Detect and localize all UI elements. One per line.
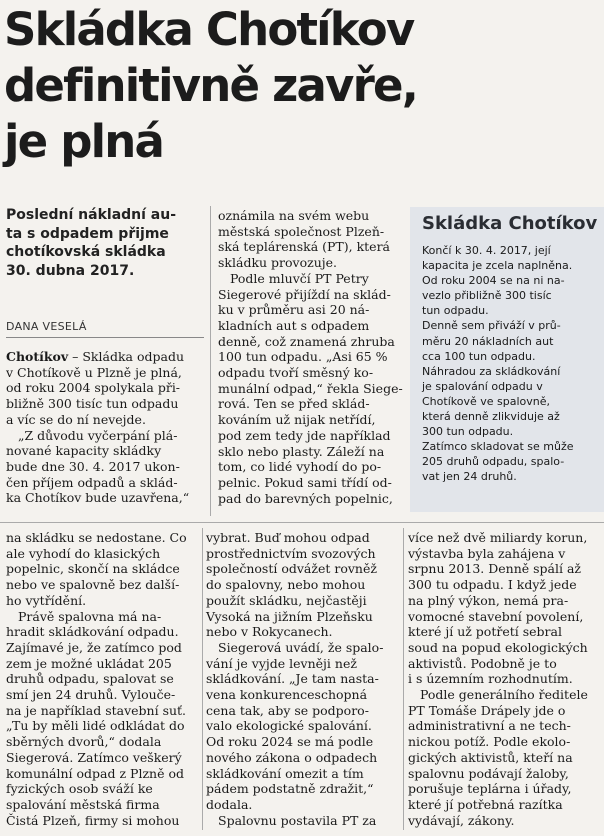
body-line: čen příjem odpadů a sklád- (6, 474, 178, 490)
body-text: – Skládka odpadu (68, 349, 184, 364)
body-line: PT Tomáše Drápely jde o (408, 702, 566, 718)
body-line: nickou potíž. Podle ekolo- (408, 734, 571, 750)
body-line: Siegerová. Zatímco veškerý (6, 749, 182, 765)
body-column-4 (206, 530, 400, 828)
body-line: které jí potřebná razítka (408, 796, 563, 812)
body-line: zem je možné ukládat 205 (6, 655, 172, 671)
body-line: dodala. (206, 796, 253, 812)
body-line: na skládku se nedostane. Co (6, 530, 187, 545)
lead-line: ta s odpadem přijme (6, 225, 169, 242)
sidebar-line: tun odpadu. (422, 304, 489, 318)
body-line: které jí už potřetí sebral (408, 624, 562, 640)
body-line: Od roku 2024 se má podle (206, 734, 374, 750)
sidebar-line: cca 100 tun odpadu. (422, 349, 536, 363)
body-line: nované kapacity skládky (6, 443, 162, 459)
body-line: Čistá Plzeň, firmy si mohou (6, 812, 180, 828)
body-line: i s územním rozhodnutím. (408, 671, 573, 687)
sidebar-line: 205 druhů odpadu, spalo- (422, 455, 565, 469)
headline-line: definitivně zavře, (4, 59, 417, 112)
body-line: Právě spalovna má na- (18, 608, 162, 624)
body-line: více než dvě miliardy korun, (408, 530, 588, 545)
body-line: pádem podstatně zdražit,“ (206, 781, 374, 797)
info-sidebar (410, 207, 604, 512)
sidebar-line: měru 20 nákladních aut (422, 334, 554, 348)
body-line: druhů odpadu, spalovat se (6, 671, 174, 687)
body-line: „Tu by měli lidé odkládat do (6, 718, 185, 734)
body-line: denně, což znamená zhruba (218, 333, 395, 349)
sidebar-body (422, 243, 600, 485)
body-line: odpadu tvoří směsný ko- (218, 365, 374, 381)
body-line: nového zákona o odpadech (206, 749, 378, 765)
body-line: hradit skládkování odpadu. (6, 624, 179, 640)
body-line: od roku 2004 spolykala při- (6, 380, 181, 396)
sidebar-line: 300 tun odpadu. (422, 425, 514, 439)
body-line: valo ekologické spalování. (206, 718, 372, 734)
headline-line: Skládka Chotíkov (4, 3, 414, 56)
body-line: aktivistů. Podobně je to (408, 655, 557, 671)
sidebar-line: kapacita je zcela naplněna. (422, 259, 573, 273)
sidebar-line: Náhradou za skládkování (422, 364, 561, 378)
body-line: porušuje teplárna i úřady, (408, 781, 572, 797)
body-line: a víc se do ní nevejde. (6, 411, 146, 427)
sidebar-line: je spalování odpadu v (422, 379, 543, 393)
body-column-2 (218, 208, 408, 506)
dateline: Chotíkov (6, 349, 69, 364)
byline-divider (6, 337, 204, 338)
body-line: kováním už nijak netřídí, (218, 412, 376, 428)
author-byline: DANA VESELÁ (6, 320, 87, 333)
body-line: popelnic, skončí na skládce (6, 561, 180, 577)
sidebar-line: Denně sem přiváží v prů- (422, 319, 561, 333)
body-line: smí jen 24 druhů. Vylouče- (6, 687, 176, 703)
body-line: vydávají, zákony. (408, 812, 515, 828)
body-line: sběrných dvorů,“ dodala (6, 734, 162, 750)
sidebar-line: která denně zlikviduje až (422, 410, 560, 424)
body-line: skládku provozuje. (218, 255, 338, 271)
body-line: pelnic. Pokud sami třídí od- (218, 474, 392, 490)
body-line: sklo nebo plasty. Záleží na (218, 443, 385, 459)
body-line: ku v průměru asi 20 ná- (218, 302, 370, 318)
body-line: na je například stavební suť. (6, 702, 187, 718)
body-line: Siegerová uvádí, že spalo- (218, 639, 384, 655)
body-line: na plný výkon, nemá pra- (408, 592, 569, 608)
body-line: společností odvážet rovněž (206, 561, 377, 577)
body-line: „Z důvodu vyčerpání plá- (18, 427, 178, 443)
body-line: skládkování. „Je tam nasta- (206, 671, 379, 687)
body-line: Spalovnu postavila PT za (218, 812, 377, 828)
body-line: 100 tun odpadu. „Asi 65 % (218, 349, 388, 365)
body-column-3 (6, 530, 200, 828)
body-line: tom, co lidé vyhodí do po- (218, 459, 382, 475)
lead-line: 30. dubna 2017. (6, 262, 135, 279)
body-line: administrativní a ne tech- (408, 718, 571, 734)
body-line: ale vyhodí do klasických (6, 545, 161, 561)
sidebar-line: Končí k 30. 4. 2017, její (422, 244, 551, 257)
body-column-1 (6, 349, 206, 506)
body-line: rová. Ten se před sklád- (218, 396, 370, 412)
body-line: vena konkurenceschopná (206, 687, 368, 703)
body-line: 300 tu odpadu. I když jede (408, 577, 577, 593)
section-divider (0, 522, 604, 523)
body-line: nebo ve spalovně bez další- (6, 577, 180, 593)
body-line: ka Chotíkov bude uzavřena,“ (6, 490, 190, 506)
body-line: vání je vyjde levněji než (206, 655, 357, 671)
sidebar-line: Chotíkově ve spalovně, (422, 394, 550, 408)
column-divider (210, 206, 211, 516)
body-line: nebo v Rokycanech. (206, 624, 333, 640)
body-line: prostřednictvím svozových (206, 545, 376, 561)
body-line: munální odpad,“ řekla Siege- (218, 380, 403, 396)
body-line: ská teplárenská (PT), která (218, 239, 390, 255)
body-line: v Chotíkově u Plzně je plná, (6, 364, 182, 380)
sidebar-line: Od roku 2004 se na ni na- (422, 274, 565, 288)
column-divider (403, 528, 404, 830)
body-line: gických aktivistů, kteří na (408, 749, 573, 765)
body-line (6, 349, 206, 365)
sidebar-line: vezlo přibližně 300 tisíc (422, 289, 552, 303)
lead-paragraph (6, 206, 206, 280)
body-line: do spalovny, nebo mohou (206, 577, 366, 593)
body-line: soud na popud ekologických (408, 639, 588, 655)
body-line: výstavba byla zahájena v (408, 545, 566, 561)
lead-line: Poslední nákladní au- (6, 207, 177, 223)
body-line: Vysoká na jižním Plzeňsku (206, 608, 373, 624)
body-line: vomocné stavební povolení, (408, 608, 584, 624)
body-line: pad do barevných popelnic, (218, 490, 393, 506)
body-column-5 (408, 530, 602, 828)
body-line: spalování městská firma (6, 796, 160, 812)
body-line: pod zem tedy jde například (218, 427, 391, 443)
body-line: použít skládku, nejčastěji (206, 592, 367, 608)
lead-line: chotíkovská skládka (6, 244, 166, 260)
body-line: bude dne 30. 4. 2017 ukon- (6, 458, 180, 474)
column-divider (202, 528, 203, 830)
body-line: fyzických osob sváží ke (6, 781, 153, 797)
body-line: kladních aut s odpadem (218, 317, 370, 333)
body-line: cena tak, aby se podporo- (206, 702, 369, 718)
body-line: vybrat. Buď mohou odpad (206, 530, 370, 545)
sidebar-title: Skládka Chotíkov (422, 213, 598, 234)
body-line: skládkování omezit a tím (206, 765, 364, 781)
body-line: městská společnost Plzeň- (218, 223, 385, 239)
body-line: Siegerové přijíždí na sklád- (218, 286, 391, 302)
body-line: oznámila na svém webu (218, 208, 370, 223)
headline (4, 2, 600, 170)
body-line: bližně 300 tisíc tun odpadu (6, 396, 179, 412)
body-line: spalovnu podávají žaloby, (408, 765, 569, 781)
body-line: srpnu 2013. Denně spálí až (408, 561, 581, 577)
body-line: Zajímavé je, že zatímco pod (6, 639, 182, 655)
body-line: komunální odpad z Plzně od (6, 765, 184, 781)
headline-line: je plná (4, 115, 164, 168)
body-line: ho vytřídění. (6, 592, 87, 608)
body-line: Podle mluvčí PT Petry (230, 270, 369, 286)
sidebar-line: vat jen 24 druhů. (422, 470, 517, 484)
sidebar-line: Zatímco skladovat se může (422, 440, 574, 454)
body-line: Podle generálního ředitele (420, 687, 588, 703)
